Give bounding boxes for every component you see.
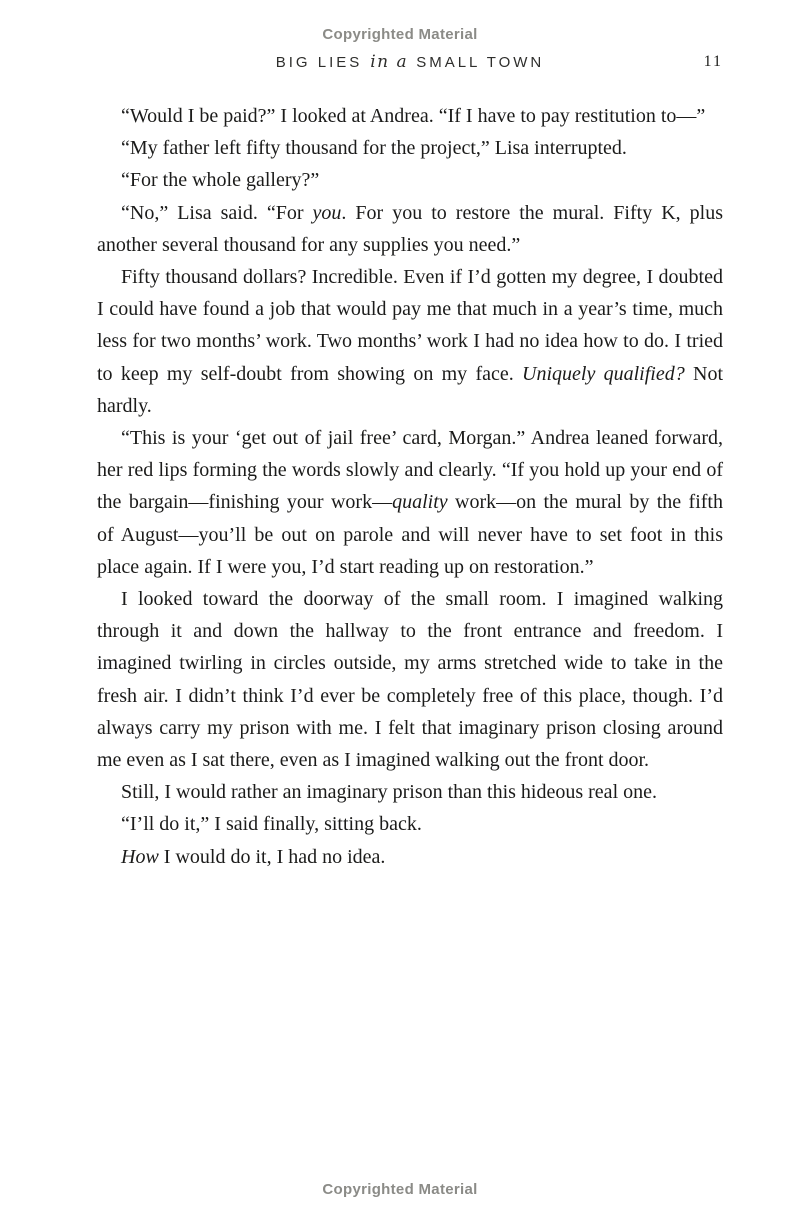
paragraph-segment: “My father left fifty thousand for the project,” Lisa interrupted.	[121, 137, 627, 160]
paragraph-segment: “I’ll do it,” I said finally, sitting back.	[121, 813, 422, 836]
paragraph	[97, 100, 723, 132]
copyright-notice-top: Copyrighted Material	[322, 26, 478, 43]
paragraph-italic-segment: you	[312, 201, 342, 224]
book-title-part-2: SMALL TOWN	[416, 54, 545, 71]
paragraph-italic-segment: quality	[392, 491, 448, 514]
paragraph	[97, 422, 723, 583]
paragraph-segment: . For you to restore the mural. Fifty K, plus another several thousand for any supplies you need.”	[97, 201, 723, 256]
body-text	[97, 100, 723, 873]
paragraph-segment: “This is your ‘get out of jail free’ card, Morgan.” Andrea leaned forward, her red lips forming the words slowly and clearly. “If you hold up your end of the bargain—finishing your work—	[97, 427, 723, 514]
paragraph-segment: Fifty thousand dollars? Incredible. Even if I’d gotten my degree, I doubted I could have found a job that would pay me that much in a year’s time, much less for two months’ work. Two months’ work I had no idea how to do. I tried to keep my self-doubt from showing on my face.	[97, 266, 723, 385]
paragraph	[97, 841, 723, 873]
paragraph-segment: “Would I be paid?” I looked at Andrea. “If I have to pay restitution to—”	[121, 105, 706, 127]
paragraph	[97, 132, 723, 164]
book-title	[97, 52, 723, 72]
book-title-italic: in a	[370, 52, 409, 72]
copyright-notice-bottom: Copyrighted Material	[322, 1181, 478, 1198]
paragraph-segment: Still, I would rather an imaginary prison than this hideous real one.	[121, 781, 657, 804]
paragraph	[97, 197, 723, 261]
paragraph	[97, 583, 723, 776]
running-header	[97, 52, 723, 74]
book-title-part-1: BIG LIES	[275, 54, 363, 71]
paragraph-segment: I looked toward the doorway of the small room. I imagined walking through it and down the hallway to the front entrance and freedom. I imagined twirling in circles outside, my arms stretched wide to take in the fresh air. I didn’t think I’d ever be completely free of this place, though. I’d always carry my prison with me. I felt that imaginary prison closing around me even as I sat there, even as I imagined walking out the front door.	[97, 588, 723, 772]
paragraph-segment: “No,” Lisa said. “For	[121, 201, 313, 224]
paragraph-segment: work—on the mural by the fifth of August—you’ll be out on parole and will never have to set foot in this place again. If I were you, I’d start reading up on restoration.”	[97, 491, 723, 578]
paragraph	[97, 808, 723, 840]
paragraph-segment: Not hardly.	[97, 362, 724, 417]
paragraph-segment: “For the whole gallery?”	[121, 169, 320, 192]
paragraph	[97, 261, 723, 422]
paragraph	[97, 776, 723, 808]
paragraph	[97, 164, 723, 196]
paragraph-italic-segment: Uniquely qualified?	[522, 362, 685, 385]
paragraph-segment: I would do it, I had no idea.	[158, 845, 386, 868]
page-number: 11	[703, 53, 723, 70]
paragraph-italic-segment: How	[121, 845, 159, 868]
